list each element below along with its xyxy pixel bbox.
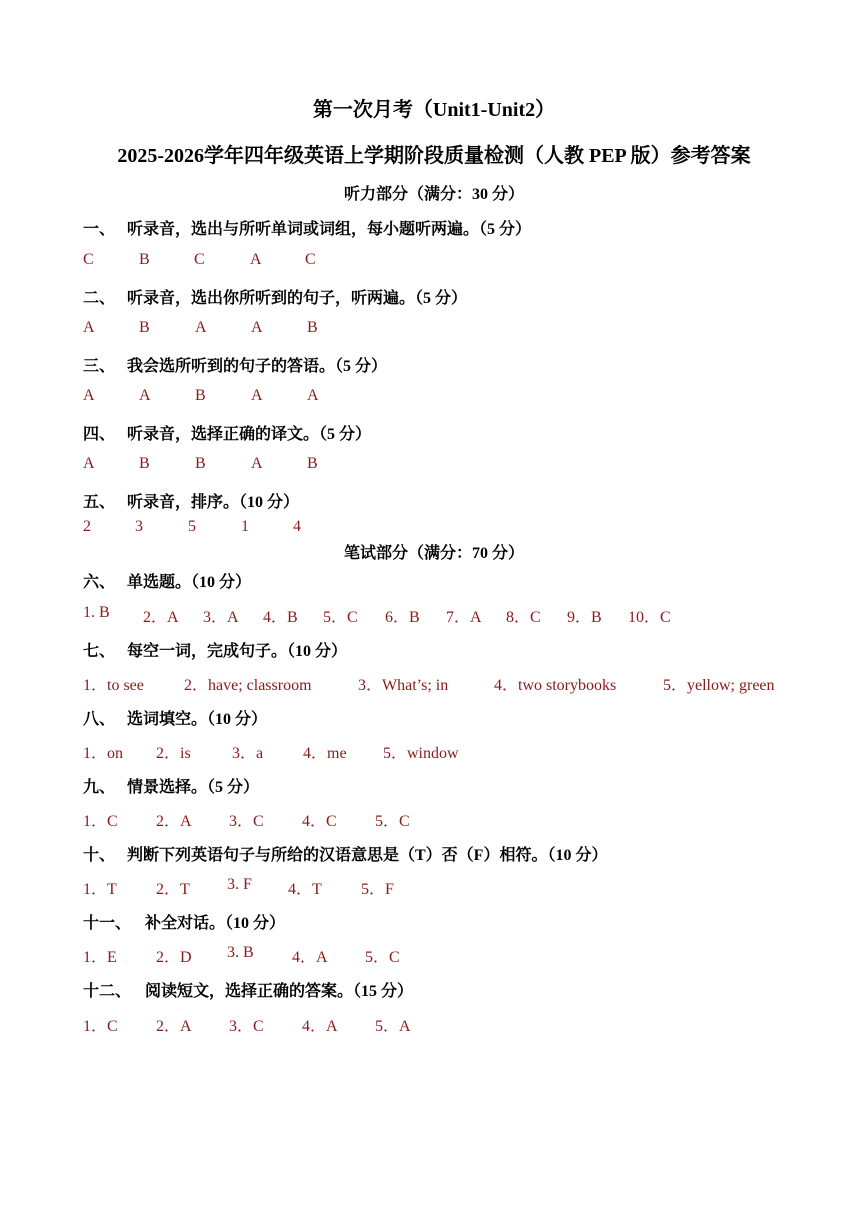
answer-item: 2．T [156, 881, 190, 898]
answer-item: B [195, 387, 206, 404]
answer-item: A [250, 251, 262, 268]
section-heading [83, 489, 299, 512]
section-number: 十二、 [83, 983, 132, 1000]
answer-item: A [139, 387, 151, 404]
answer-item: 1．C [83, 1018, 118, 1035]
answer-item: 4．me [303, 745, 347, 762]
answer-item: 2．D [156, 949, 192, 966]
answer-item: 8．C [506, 609, 541, 626]
section-instruction: 阅读短文，选择正确的答案。（15 分） [145, 983, 414, 1000]
answer-item: 2．A [156, 1018, 192, 1035]
answer-item: B [139, 251, 150, 268]
section-heading [83, 978, 413, 1001]
answer-item: 5．yellow; green [663, 677, 775, 694]
section-number: 八、 [83, 711, 116, 728]
listening-part-heading: 听力部分（满分：30 分） [343, 186, 524, 203]
section-instruction: 听录音，排序。（10 分） [127, 494, 300, 511]
section-heading [83, 842, 607, 865]
answer-item: 3. B [227, 944, 254, 961]
answer-item: 3 [135, 518, 143, 535]
answer-item: A [251, 455, 263, 472]
answer-item: 1．on [83, 745, 124, 762]
answer-item: 1．to see [83, 677, 144, 694]
answer-item: 4．C [302, 813, 337, 830]
section-number: 十一、 [83, 915, 132, 932]
answer-item: 9．B [567, 609, 602, 626]
answer-item: A [251, 387, 263, 404]
answer-item: 3. F [227, 876, 252, 893]
answer-item: 3．What’s; in [358, 677, 449, 694]
section-instruction: 听录音，选出你所听到的句子，听两遍。（5 分） [127, 290, 468, 307]
answer-item: 7．A [446, 609, 482, 626]
section-number: 三、 [83, 358, 116, 375]
answer-item: 2．have; classroom [184, 677, 312, 694]
answer-item: 5．C [375, 813, 410, 830]
answer-item: C [194, 251, 205, 268]
section-number: 四、 [83, 426, 116, 443]
answer-item: 3．A [203, 609, 239, 626]
section-number: 二、 [83, 290, 116, 307]
answer-item: A [83, 455, 95, 472]
section-instruction: 情景选择。（5 分） [127, 779, 260, 796]
page-title: 第一次月考（Unit1-Unit2） [312, 99, 556, 121]
answer-item: 4．A [302, 1018, 338, 1035]
written-part-heading: 笔试部分（满分：70 分） [343, 545, 524, 562]
section-instruction: 听录音，选出与所听单词或词组，每小题听两遍。（5 分） [127, 221, 532, 238]
answer-item: 6．B [385, 609, 420, 626]
answer-item: 1．E [83, 949, 117, 966]
answer-item: B [307, 319, 318, 336]
answer-item: 1．C [83, 813, 118, 830]
answer-item: C [305, 251, 316, 268]
answer-item: 2．A [156, 813, 192, 830]
section-heading [83, 774, 259, 797]
answer-item: 5．F [361, 881, 394, 898]
answer-item: A [251, 319, 263, 336]
section-heading [83, 706, 267, 729]
section-number: 一、 [83, 221, 116, 238]
section-heading [83, 216, 531, 239]
answer-item: B [139, 455, 150, 472]
answer-item: A [83, 319, 95, 336]
answer-item: 4．A [292, 949, 328, 966]
section-heading [83, 285, 467, 308]
answer-item: 2 [83, 518, 91, 535]
answer-item: 4．T [288, 881, 322, 898]
answer-item: 10．C [628, 609, 671, 626]
section-heading [83, 638, 347, 661]
answer-item: 2．A [143, 609, 179, 626]
section-heading [83, 569, 251, 592]
answer-item: 5．window [383, 745, 459, 762]
section-number: 九、 [83, 779, 116, 796]
answer-item: 1. B [83, 604, 110, 621]
section-instruction: 听录音，选择正确的译文。（5 分） [127, 426, 372, 443]
answer-item: 3．C [229, 813, 264, 830]
answer-item: 2．is [156, 745, 191, 762]
answer-item: B [307, 455, 318, 472]
answer-item: 4．B [263, 609, 298, 626]
answer-item: A [195, 319, 207, 336]
answer-item: A [307, 387, 319, 404]
section-number: 六、 [83, 574, 116, 591]
section-instruction: 补全对话。（10 分） [145, 915, 286, 932]
answer-item: 1．T [83, 881, 117, 898]
answer-item: 5．A [375, 1018, 411, 1035]
answer-item: 5．C [365, 949, 400, 966]
section-heading [83, 353, 387, 376]
section-instruction: 单选题。（10 分） [127, 574, 252, 591]
answer-item: B [195, 455, 206, 472]
answer-item: 4．two storybooks [494, 677, 617, 694]
section-instruction: 每空一词，完成句子。（10 分） [127, 643, 348, 660]
section-heading [83, 421, 371, 444]
section-number: 七、 [83, 643, 116, 660]
section-instruction: 选词填空。（10 分） [127, 711, 268, 728]
section-instruction: 我会选所听到的句子的答语。（5 分） [127, 358, 388, 375]
page-subtitle: 2025-2026学年四年级英语上学期阶段质量检测（人教 PEP 版）参考答案 [117, 145, 751, 167]
answer-item: A [83, 387, 95, 404]
answer-item: 3．a [232, 745, 264, 762]
section-instruction: 判断下列英语句子与所给的汉语意思是（T）否（F）相符。（10 分） [127, 847, 608, 864]
answer-item: 3．C [229, 1018, 264, 1035]
section-number: 五、 [83, 494, 116, 511]
answer-item: 4 [293, 518, 301, 535]
answer-item: C [83, 251, 94, 268]
section-number: 十、 [83, 847, 116, 864]
answer-item: B [139, 319, 150, 336]
answer-item: 1 [241, 518, 249, 535]
answer-item: 5 [188, 518, 196, 535]
section-heading [83, 910, 285, 933]
answer-item: 5．C [323, 609, 358, 626]
